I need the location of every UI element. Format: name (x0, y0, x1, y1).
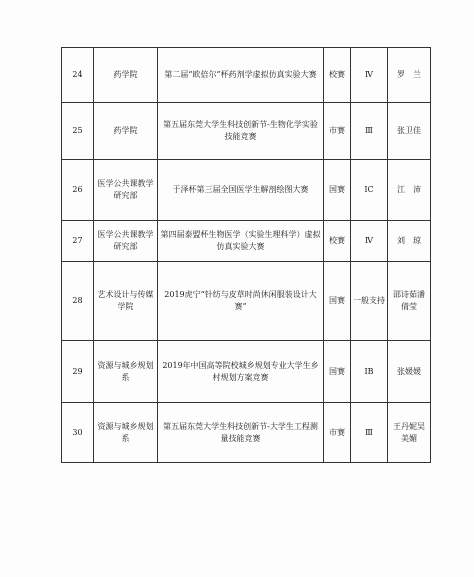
competition-level-cell: 校赛 (324, 221, 351, 262)
competition-level-cell: 校赛 (324, 48, 351, 103)
person-cell: 张卫佳 (388, 103, 431, 160)
person-cell: 邵诗茹潘倩莹 (388, 262, 431, 341)
table-row (62, 103, 431, 160)
college-cell: 资源与城乡规划系 (94, 341, 158, 403)
table-row (62, 221, 431, 262)
grade-cell: Ⅳ (351, 48, 388, 103)
competition-name-cell: 2019虎宁“针纺与皮草时尚休闲服装设计大赛” (158, 262, 324, 341)
competition-name-cell: 2019年中国高等院校城乡规划专业大学生乡村规划方案竞赛 (158, 341, 324, 403)
row-number: 28 (62, 262, 94, 341)
grade-cell: Ⅲ (351, 103, 388, 160)
college-cell: 医学公共课教学研究部 (94, 160, 158, 221)
row-number: 30 (62, 403, 94, 463)
competition-name-cell: 第二届“欧倍尔”杯药剂学虚拟仿真实验大赛 (158, 48, 324, 103)
competition-level-cell: 市赛 (324, 403, 351, 463)
row-number: 25 (62, 103, 94, 160)
row-number: 24 (62, 48, 94, 103)
college-cell: 资源与城乡规划系 (94, 403, 158, 463)
competition-name-cell: 第四届泰盟杯生物医学（实验生理科学）虚拟仿真实验大赛 (158, 221, 324, 262)
row-number: 29 (62, 341, 94, 403)
competition-level-cell: 国赛 (324, 262, 351, 341)
row-number: 27 (62, 221, 94, 262)
competition-name-cell: 第五届东莞大学生科技创新节-大学生工程测量技能竞赛 (158, 403, 324, 463)
table-row (62, 160, 431, 221)
grade-cell: ⅠB (351, 341, 388, 403)
person-cell: 张媛媛 (388, 341, 431, 403)
competition-level-cell: 国赛 (324, 160, 351, 221)
college-cell: 药学院 (94, 48, 158, 103)
table-row (62, 48, 431, 103)
college-cell: 医学公共课教学研究部 (94, 221, 158, 262)
grade-cell: Ⅲ (351, 403, 388, 463)
grade-cell: Ⅳ (351, 221, 388, 262)
college-cell: 艺术设计与传媒学院 (94, 262, 158, 341)
competition-level-cell: 国赛 (324, 341, 351, 403)
person-cell: 江 沛 (388, 160, 431, 221)
competition-level-cell: 市赛 (324, 103, 351, 160)
table-row (62, 341, 431, 403)
table-row (62, 262, 431, 341)
competition-table (61, 47, 431, 463)
person-cell: 刘 琼 (388, 221, 431, 262)
row-number: 26 (62, 160, 94, 221)
grade-cell: 一般支持 (351, 262, 388, 341)
table-row (62, 403, 431, 463)
person-cell: 王丹妮吴美媚 (388, 403, 431, 463)
competition-name-cell: 第五届东莞大学生科技创新节-生物化学实验技能竞赛 (158, 103, 324, 160)
competition-name-cell: 于泽杯第三届全国医学生解剖绘图大赛 (158, 160, 324, 221)
person-cell: 罗 兰 (388, 48, 431, 103)
college-cell: 药学院 (94, 103, 158, 160)
grade-cell: ⅠC (351, 160, 388, 221)
